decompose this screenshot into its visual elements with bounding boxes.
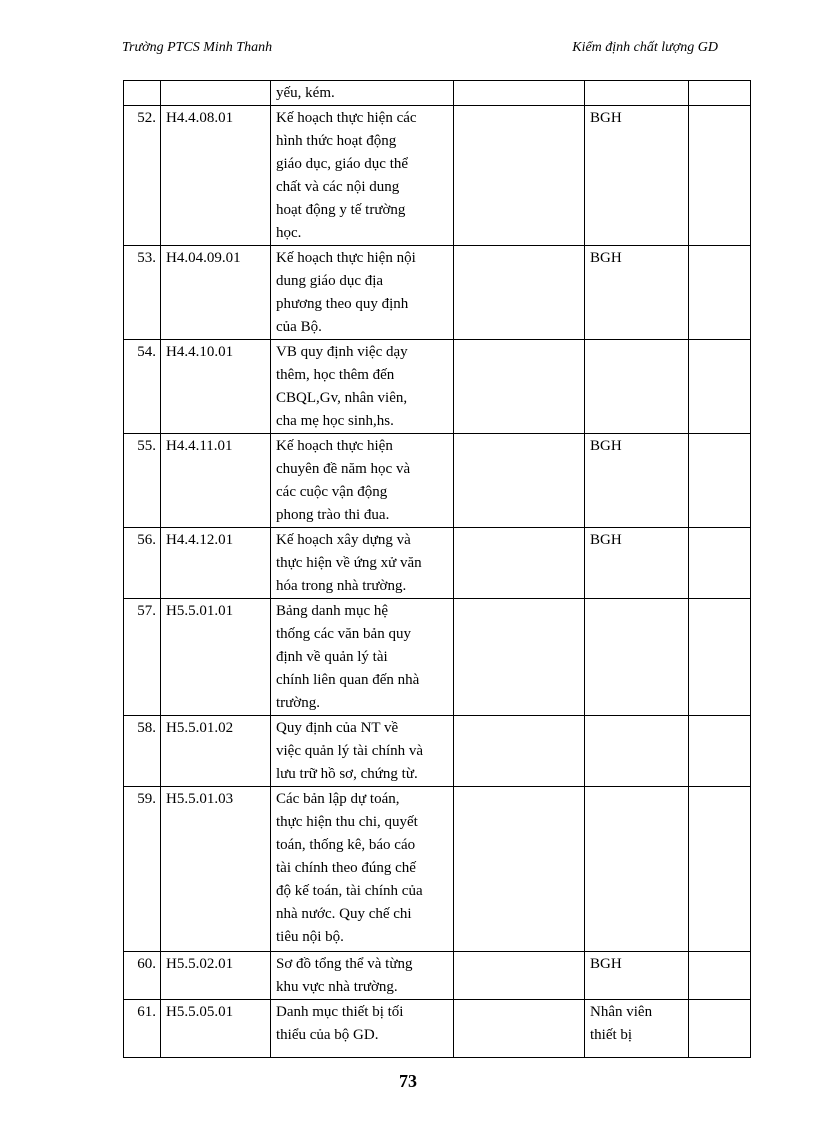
row-number: 55. xyxy=(124,434,161,528)
evidence-description: Kế hoạch thực hiện chuyên đề năm học và các cuộc vận động phong trào thi đua. xyxy=(271,434,454,528)
evidence-description: yếu, kém. xyxy=(271,81,454,106)
issuing-number-date xyxy=(454,106,585,246)
row-number: 57. xyxy=(124,599,161,716)
table-row xyxy=(124,340,751,434)
evidence-table xyxy=(123,80,751,1058)
evidence-code: H4.4.11.01 xyxy=(161,434,271,528)
responsible-unit: Nhân viên thiết bị xyxy=(585,1000,689,1058)
responsible-unit: BGH xyxy=(585,952,689,1000)
page-header xyxy=(122,40,718,60)
row-number: 60. xyxy=(124,952,161,1000)
note-cell xyxy=(689,952,751,1000)
row-number: 54. xyxy=(124,340,161,434)
evidence-description: Kế hoạch thực hiện nội dung giáo dục địa phương theo quy định của Bộ. xyxy=(271,246,454,340)
note-cell xyxy=(689,599,751,716)
note-cell xyxy=(689,1000,751,1058)
responsible-unit xyxy=(585,340,689,434)
issuing-number-date xyxy=(454,528,585,599)
evidence-code: H4.4.08.01 xyxy=(161,106,271,246)
table-row xyxy=(124,106,751,246)
evidence-code: H4.4.10.01 xyxy=(161,340,271,434)
row-number: 52. xyxy=(124,106,161,246)
table-row xyxy=(124,599,751,716)
responsible-unit: BGH xyxy=(585,106,689,246)
note-cell xyxy=(689,246,751,340)
table-row xyxy=(124,528,751,599)
responsible-unit: BGH xyxy=(585,528,689,599)
evidence-code: H5.5.01.02 xyxy=(161,716,271,787)
table-row xyxy=(124,434,751,528)
table-row xyxy=(124,952,751,1000)
note-cell xyxy=(689,528,751,599)
evidence-description: Bảng danh mục hệ thống các văn bản quy định về quản lý tài chính liên quan đến nhà trường. xyxy=(271,599,454,716)
evidence-code: H4.4.12.01 xyxy=(161,528,271,599)
evidence-table-wrapper xyxy=(123,80,751,1058)
evidence-description: Kế hoạch thực hiện các hình thức hoạt động giáo dục, giáo dục thể chất và các nội dung hoạt động y tế trường học. xyxy=(271,106,454,246)
evidence-description: Danh mục thiết bị tối thiểu của bộ GD. xyxy=(271,1000,454,1058)
row-number: 58. xyxy=(124,716,161,787)
note-cell xyxy=(689,106,751,246)
header-document-title: Kiểm định chất lượng GD xyxy=(572,40,718,55)
issuing-number-date xyxy=(454,599,585,716)
table-row xyxy=(124,787,751,952)
header-school-name: Trường PTCS Minh Thanh xyxy=(122,40,273,55)
issuing-number-date xyxy=(454,952,585,1000)
row-number: 56. xyxy=(124,528,161,599)
note-cell xyxy=(689,716,751,787)
evidence-description: Kế hoạch xây dựng và thực hiện về ứng xử văn hóa trong nhà trường. xyxy=(271,528,454,599)
issuing-number-date xyxy=(454,340,585,434)
row-number: 53. xyxy=(124,246,161,340)
evidence-code: H5.5.01.01 xyxy=(161,599,271,716)
evidence-description: VB quy định việc dạy thêm, học thêm đến CBQL,Gv, nhân viên, cha mẹ học sinh,hs. xyxy=(271,340,454,434)
issuing-number-date xyxy=(454,434,585,528)
row-number xyxy=(124,81,161,106)
responsible-unit xyxy=(585,599,689,716)
responsible-unit xyxy=(585,716,689,787)
table-row xyxy=(124,246,751,340)
evidence-code: H5.5.02.01 xyxy=(161,952,271,1000)
page-number: 73 xyxy=(399,1071,417,1091)
responsible-unit xyxy=(585,787,689,952)
issuing-number-date xyxy=(454,787,585,952)
evidence-description: Các bản lập dự toán, thực hiện thu chi, quyết toán, thống kê, báo cáo tài chính theo đúng chế độ kế toán, tài chính của nhà nước. Quy chế chi tiêu nội bộ. xyxy=(271,787,454,952)
evidence-description: Quy định của NT về việc quản lý tài chính và lưu trữ hồ sơ, chứng từ. xyxy=(271,716,454,787)
issuing-number-date xyxy=(454,1000,585,1058)
issuing-number-date xyxy=(454,246,585,340)
evidence-code: H5.5.05.01 xyxy=(161,1000,271,1058)
row-number: 59. xyxy=(124,787,161,952)
note-cell xyxy=(689,81,751,106)
responsible-unit xyxy=(585,81,689,106)
issuing-number-date xyxy=(454,81,585,106)
evidence-code: H4.04.09.01 xyxy=(161,246,271,340)
evidence-code: H5.5.01.03 xyxy=(161,787,271,952)
issuing-number-date xyxy=(454,716,585,787)
responsible-unit: BGH xyxy=(585,246,689,340)
evidence-code xyxy=(161,81,271,106)
evidence-description: Sơ đồ tổng thể và từng khu vực nhà trường. xyxy=(271,952,454,1000)
note-cell xyxy=(689,434,751,528)
evidence-table-body xyxy=(124,81,751,1058)
table-row xyxy=(124,81,751,106)
row-number: 61. xyxy=(124,1000,161,1058)
responsible-unit: BGH xyxy=(585,434,689,528)
note-cell xyxy=(689,787,751,952)
table-row xyxy=(124,716,751,787)
note-cell xyxy=(689,340,751,434)
table-row xyxy=(124,1000,751,1058)
